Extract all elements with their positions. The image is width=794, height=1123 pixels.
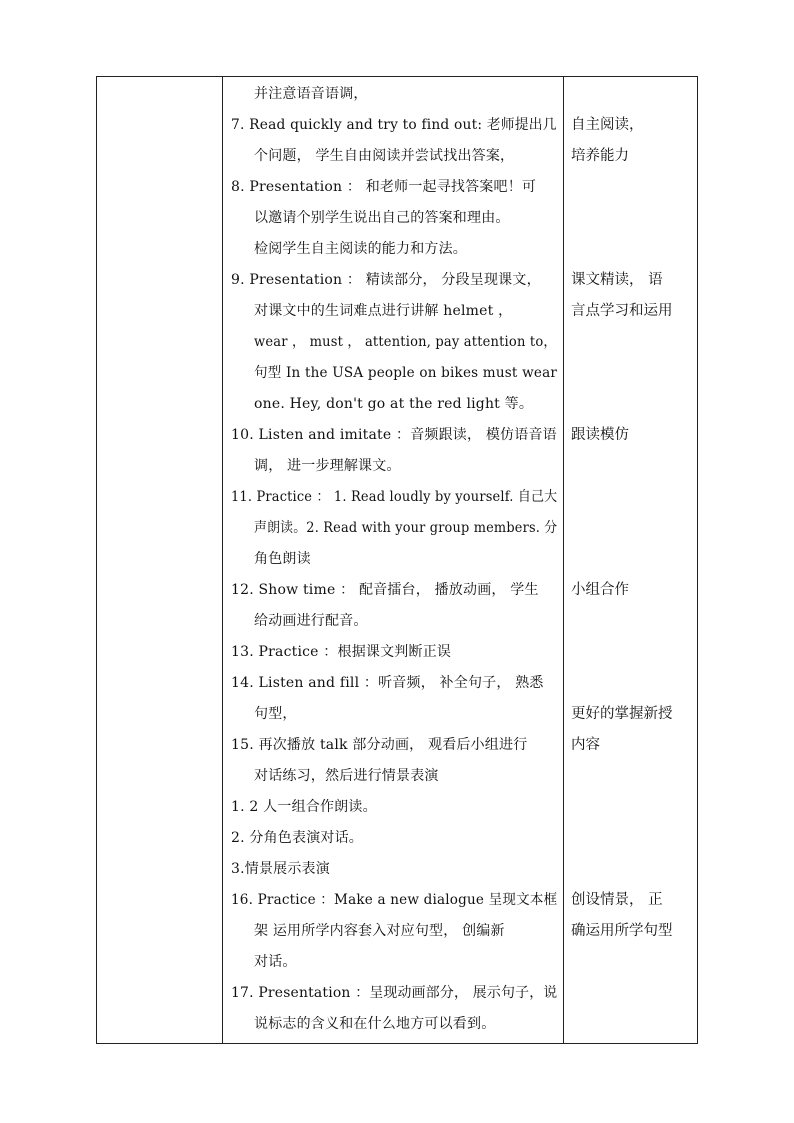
design-intent-note: 培养能力	[571, 148, 629, 164]
design-intent-note: 更好的掌握新授	[571, 706, 673, 722]
procedure-line: 对课文中的生词难点进行讲解 helmet ，	[254, 303, 513, 319]
design-intent-note: 确运用所学句型	[571, 923, 673, 939]
lesson-plan-table	[96, 76, 698, 1044]
design-intent-note: 创设情景， 正	[571, 892, 663, 908]
procedure-line: 并注意语音语调，	[254, 86, 368, 102]
procedure-line: 8. Presentation ： 和老师一起寻找答案吧！可	[231, 179, 537, 195]
procedure-line: 16. Practice ：Make a new dialogue 呈现文本框	[231, 892, 558, 908]
teaching-procedure-column	[223, 77, 563, 1043]
procedure-line: 个问题， 学生自由阅读并尝试找出答案，	[254, 148, 515, 164]
procedure-line: 13. Practice ：根据课文判断正误	[231, 644, 452, 660]
procedure-line: 10. Listen and imitate ：音频跟读， 模仿语音语	[231, 427, 557, 443]
procedure-line: 检阅学生自主阅读的能力和方法。	[254, 241, 467, 257]
procedure-line: wear ， must ， attention, pay attention to，	[254, 334, 557, 350]
procedure-line: 架 运用所学内容套入对应句型， 创编新	[254, 923, 505, 939]
procedure-line: 3.情景展示表演	[231, 861, 330, 877]
procedure-line: 12. Show time ： 配音擂台， 播放动画， 学生	[231, 582, 539, 598]
procedure-line: 句型 In the USA people on bikes must wear	[254, 365, 558, 381]
procedure-line: 7. Read quickly and try to find out: 老师提出几	[231, 117, 557, 133]
design-intent-note: 跟读模仿	[571, 427, 629, 443]
design-intent-note: 内容	[571, 737, 600, 753]
procedure-line: 9. Presentation ： 精读部分， 分段呈现课文，	[231, 272, 541, 288]
procedure-line: 1. 2 人一组合作朗读。	[231, 799, 377, 815]
procedure-line: 以邀请个别学生说出自己的答案和理由。	[254, 210, 510, 226]
design-intent-note: 小组合作	[571, 582, 629, 598]
design-intent-note: 课文精读， 语	[571, 272, 663, 288]
procedure-line: 14. Listen and fill ：听音频， 补全句子， 熟悉	[231, 675, 544, 691]
procedure-line: 11. Practice ： 1. Read loudly by yourself. 自己大	[231, 489, 558, 505]
procedure-line: 说标志的含义和在什么地方可以看到。	[254, 1016, 496, 1032]
procedure-line: 2. 分角色表演对话。	[231, 830, 364, 846]
procedure-line: 对话。	[254, 954, 297, 970]
procedure-line: 调， 进一步理解课文。	[254, 458, 401, 474]
procedure-line: 声朗读。2. Read with your group members. 分	[254, 520, 558, 536]
procedure-line: 对话练习，然后进行情景表演	[254, 768, 439, 784]
procedure-line: 给动画进行配音。	[254, 613, 368, 629]
procedure-line: 角色朗读	[254, 551, 311, 567]
design-intent-column	[564, 77, 698, 1043]
procedure-line: one. Hey, don't go at the red light 等。	[254, 396, 534, 412]
procedure-line: 句型，	[254, 706, 297, 722]
design-intent-note: 言点学习和运用	[571, 303, 673, 319]
procedure-line: 15. 再次播放 talk 部分动画， 观看后小组进行	[231, 737, 528, 753]
procedure-line: 17. Presentation ：呈现动画部分， 展示句子，说	[231, 985, 558, 1001]
design-intent-note: 自主阅读，	[571, 117, 644, 133]
